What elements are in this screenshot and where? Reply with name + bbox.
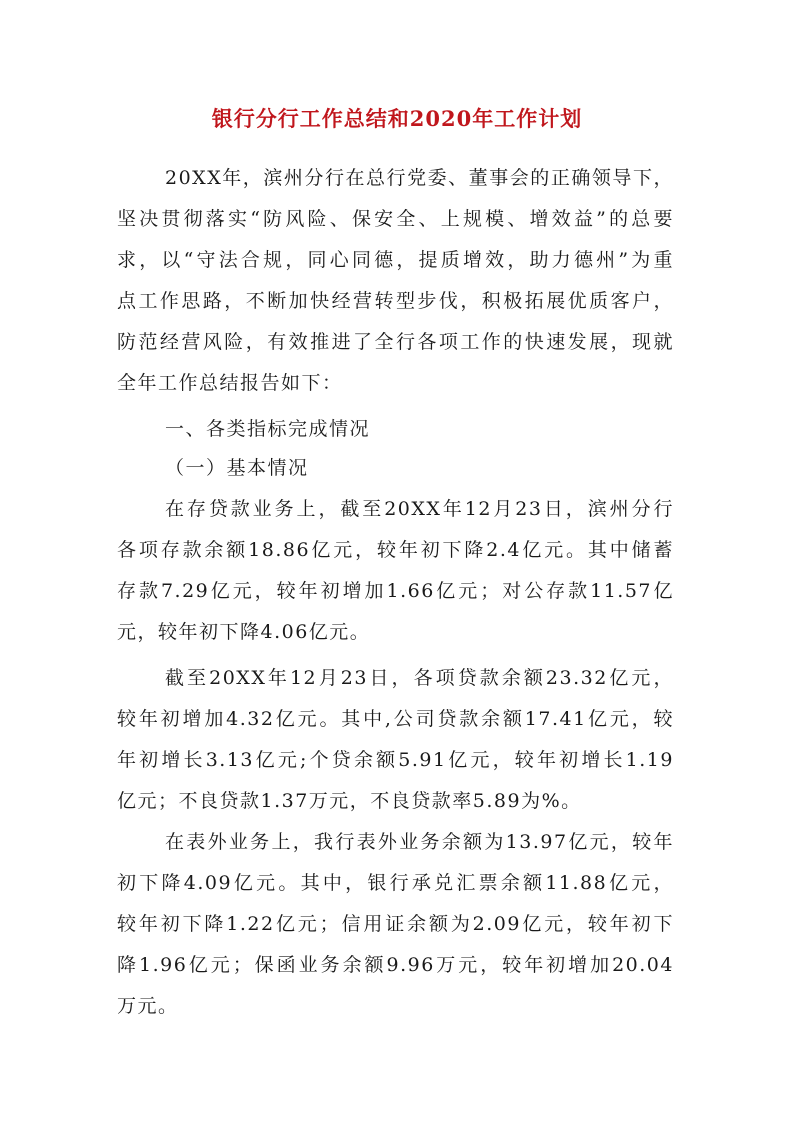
paragraph-line: 元，较年初下降4.06亿元。 [117,621,371,643]
paragraph-line: 万元。 [117,995,179,1017]
paragraph-line: 亿元；不良贷款1.37万元，不良贷款率5.89为%。 [117,790,582,812]
paragraph-line: 截至20XX年12月23日，各项贷款余额23.32亿元， [165,667,674,689]
paragraph-line: 坚决贯彻落实“防风险、保安全、上规模、增效益”的总要 [117,208,674,230]
paragraph-line: 较年初增加4.32亿元。其中,公司贷款余额17.41亿元，较 [117,708,674,730]
paragraph-line: 全年工作总结报告如下： [117,372,343,394]
document-title: 银行分行工作总结和2020年工作计划 [211,106,583,131]
paragraph-line: 点工作思路，不断加快经营转型步伐，积极拓展优质客户， [117,290,674,312]
paragraph-line: 初下降4.09亿元。其中，银行承兑汇票余额11.88亿元， [117,872,674,894]
paragraph-line: 存款7.29亿元，较年初增加1.66亿元；对公存款11.57亿 [117,580,674,602]
paragraph-line: 20XX年，滨州分行在总行党委、董事会的正确领导下， [165,167,674,189]
paragraph-line: 在存贷款业务上，截至20XX年12月23日，滨州分行 [165,498,674,520]
paragraph-line: 较年初下降1.22亿元；信用证余额为2.09亿元，较年初下 [117,913,674,935]
paragraph-line: 各项存款余额18.86亿元，较年初下降2.4亿元。其中储蓄 [117,539,674,561]
paragraph-line: 求，以“守法合规，同心同德，提质增效，助力德州”为重 [117,249,674,271]
paragraph-line: 在表外业务上，我行表外业务余额为13.97亿元，较年 [165,831,674,853]
subsection-heading: （一）基本情况 [165,457,309,479]
paragraph-line: 年初增长3.13亿元;个贷余额5.91亿元，较年初增长1.19 [117,749,674,771]
section-heading: 一、各类指标完成情况 [165,418,371,440]
paragraph-line: 降1.96亿元；保函业务余额9.96万元，较年初增加20.04 [117,954,674,976]
paragraph-line: 防范经营风险，有效推进了全行各项工作的快速发展，现就 [117,331,674,353]
